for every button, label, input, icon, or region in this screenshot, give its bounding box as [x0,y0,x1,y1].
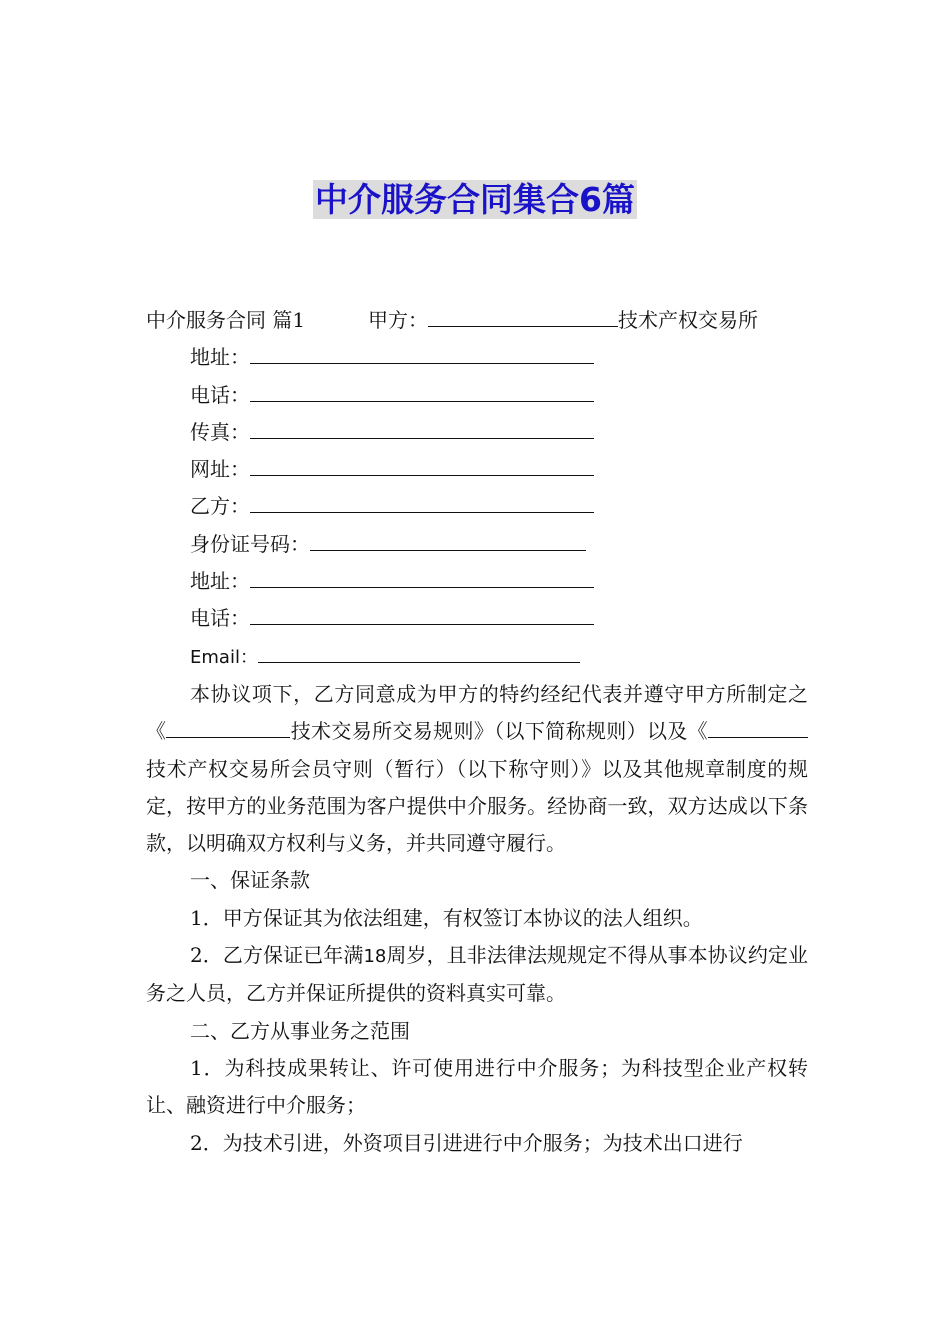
blank-line [310,528,586,551]
blank-line [258,640,580,663]
field-fax: 传真： [146,414,808,451]
blank-line [250,565,594,588]
field-email: Email： [146,638,808,676]
section-1-title: 一、保证条款 [190,868,310,893]
section-2-item-2: 2．为技术引进，外资项目引进进行中介服务；为技术出口进行 [190,1130,743,1155]
field-party-b: 乙方： [146,488,808,525]
field-address-a: 地址： [146,339,808,376]
field-id-number: 身份证号码： [146,526,808,563]
blank-line [250,379,594,402]
section-1-item-2: 2．乙方保证已年满18周岁，且非法律法规规定不得从事本协议约定业务之人员，乙方并保证所提供的资料真实可靠。 [146,943,808,1006]
party-a-line: 甲方： 技术产权交易所 [368,302,758,339]
field-address-b: 地址： [146,563,808,600]
party-a-blank [428,304,618,327]
section-2-item-1: 1．为科技成果转让、许可使用进行中介服务；为科技型企业产权转让、融资进行中介服务； [146,1055,808,1118]
blank-line [250,341,594,364]
document-body [146,302,808,1162]
blank-line [708,715,808,738]
section-1-item-1: 1．甲方保证其为依法组建，有权签订本协议的法人组织。 [190,905,703,930]
intro-paragraph: 本协议项下，乙方同意成为甲方的特约经纪代表并遵守甲方所制定之《 技术交易所交易规则》（以下简称规则）以及《技术产权交易所会员守则（暂行）（以下称守则）》以及其他规章制度的规定，按甲方的业务范围为客户提供中介服务。经协商一致，双方达成以下条款，以明确双方权利与义务，并共同遵守履行。 [146,681,808,856]
blank-line [250,490,594,513]
field-phone-a: 电话： [146,377,808,414]
section-heading: 中介服务合同 篇1 [146,308,306,332]
blank-line [250,416,594,439]
blank-line [250,602,594,625]
field-phone-b: 电话： [146,600,808,637]
field-website: 网址： [146,451,808,488]
document-title: 中介服务合同集合6篇 [315,180,635,219]
section-2-title: 二、乙方从事业务之范围 [190,1018,410,1043]
blank-line [166,715,290,738]
header-row [146,302,808,339]
blank-line [250,453,594,476]
